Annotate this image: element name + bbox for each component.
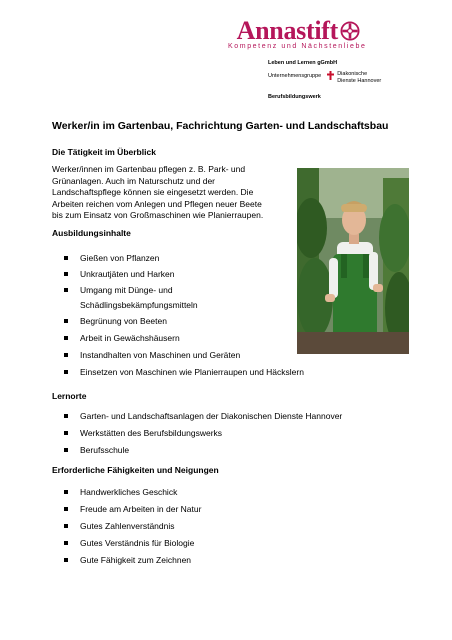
annastift-logo — [228, 16, 367, 50]
org-line: Leben und Lernen gGmbH — [268, 60, 338, 66]
bullet-icon — [64, 353, 68, 357]
bullet-icon — [64, 414, 68, 418]
overview-line: Landschaftspflege können sie eingesetzt werden. Die — [52, 187, 254, 198]
list-item-text: Garten- und Landschaftsanlagen der Diakonischen Dienste Hannover — [80, 411, 343, 421]
overview-paragraph — [52, 164, 290, 222]
overview-line: Werker/innen im Gartenbau pflegen z. B. Park- und — [52, 164, 246, 174]
training-heading: Ausbildungsinhalte — [52, 228, 131, 238]
bullet-icon — [64, 370, 68, 374]
bullet-icon — [64, 272, 68, 276]
list-item-text: Gutes Verständnis für Biologie — [80, 538, 195, 548]
list-item-text: Werkstätten des Berufsbildungswerks — [80, 428, 223, 438]
list-item-text: Freude am Arbeiten in der Natur — [80, 504, 202, 514]
diakonie-cross-icon — [327, 71, 334, 80]
overview-heading: Die Tätigkeit im Überblick — [52, 147, 156, 157]
bullet-icon — [64, 507, 68, 511]
list-item-text: Gute Fähigkeit zum Zeichnen — [80, 555, 192, 565]
places-heading: Lernorte — [52, 391, 87, 401]
bullet-icon — [64, 524, 68, 528]
brand-tagline: Kompetenz und Nächstenliebe — [228, 43, 367, 50]
list-item-text: Gießen von Pflanzen — [80, 253, 160, 263]
list-item-text: Umgang mit Dünge- und — [80, 285, 173, 295]
overview-line: Grünanlagen. Auch im Naturschutz und der — [52, 175, 216, 186]
group-label: Unternehmensgruppe — [268, 73, 322, 79]
group-line — [268, 71, 381, 85]
brand-name: Annastift — [236, 16, 338, 45]
bullet-icon — [64, 558, 68, 562]
skills-heading: Erforderliche Fähigkeiten und Neigungen — [52, 465, 219, 475]
bullet-icon — [64, 256, 68, 260]
bullet-icon — [64, 288, 68, 292]
bullet-icon — [64, 319, 68, 323]
group-partner — [337, 71, 381, 85]
group-partner-line2: Dienste Hannover — [337, 78, 382, 84]
overview-line: Arbeiten reichen vom Anlegen und Pflegen neuer Beete — [52, 198, 262, 209]
list-item-text: Berufsschule — [80, 445, 130, 455]
overview-line: bis zum Einsatz von Großmaschinen wie Planierraupen. — [52, 210, 264, 221]
list-item-text: Handwerkliches Geschick — [80, 487, 178, 497]
list-item-text: Begrünung von Beeten — [80, 316, 167, 326]
bullet-icon — [64, 431, 68, 435]
group-partner-line1: Diakonische — [337, 71, 368, 77]
cross-circle-icon — [340, 21, 360, 41]
gardener-photo — [297, 168, 409, 354]
bullet-icon — [64, 336, 68, 340]
list-item-text: Unkrautjäten und Harken — [80, 269, 175, 279]
list-item-text: Instandhalten von Maschinen und Geräten — [80, 350, 241, 360]
list-item-text: Schädlingsbekämpfungsmitteln — [80, 300, 198, 310]
list-item-text: Gutes Zahlenverständnis — [80, 521, 175, 531]
bullet-icon — [64, 448, 68, 452]
department: Berufsbildungswerk — [268, 94, 321, 100]
bullet-icon — [64, 541, 68, 545]
list-item-text: Einsetzen von Maschinen wie Planierraupen und Häckslern — [80, 367, 304, 377]
list-item-text: Arbeit in Gewächshäusern — [80, 333, 180, 343]
bullet-icon — [64, 490, 68, 494]
page-title: Werker/in im Gartenbau, Fachrichtung Garten- und Landschaftsbau — [52, 120, 389, 132]
